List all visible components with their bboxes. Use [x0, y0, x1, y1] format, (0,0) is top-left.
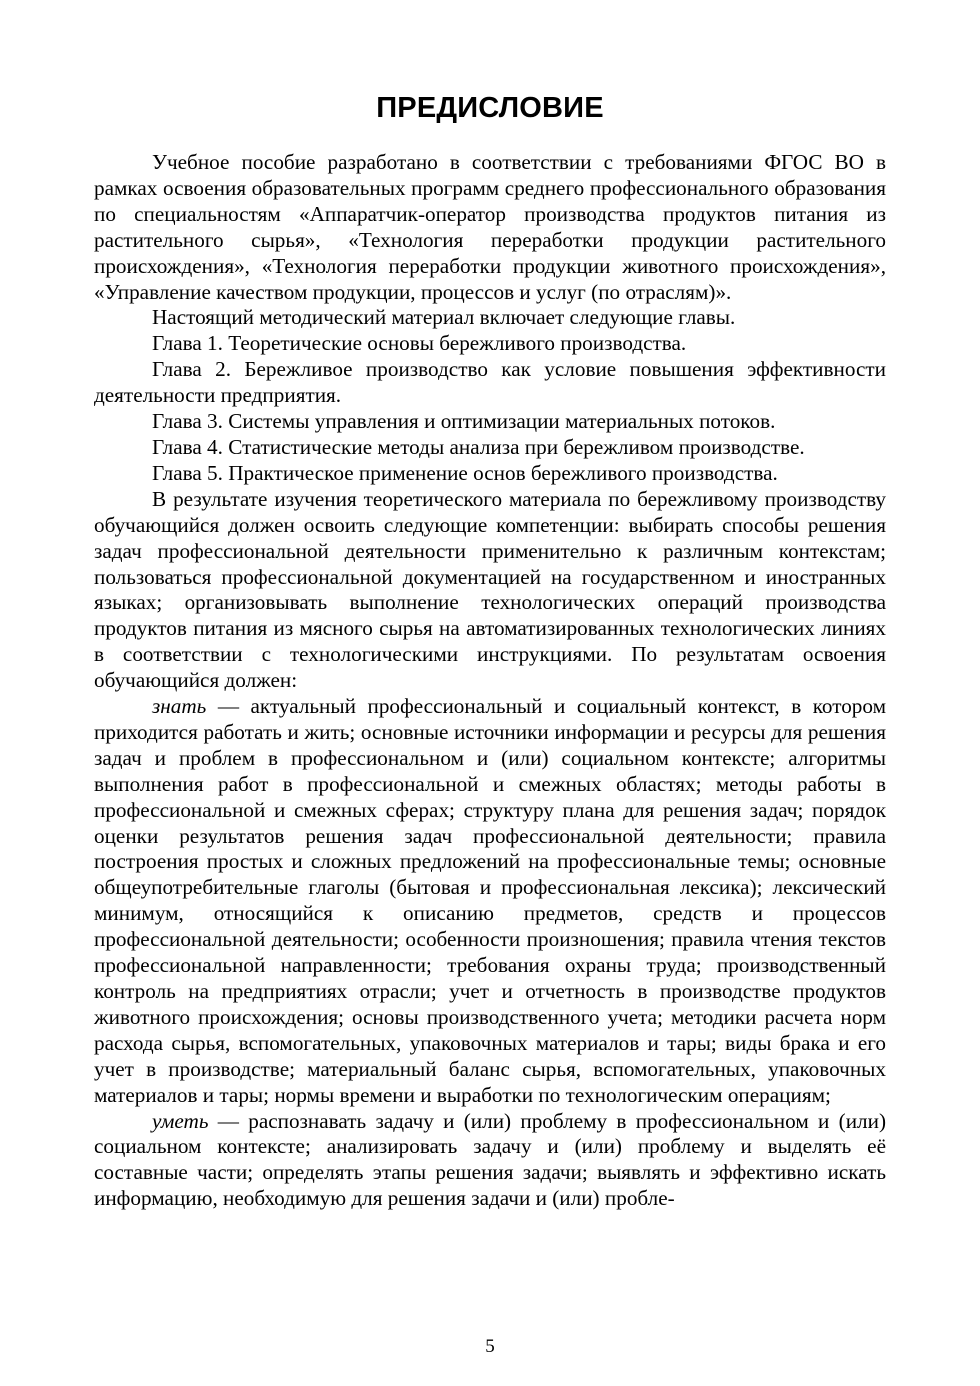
term-know: знать: [152, 694, 207, 719]
paragraph-know: [94, 694, 886, 1109]
paragraph-chapter-4: Глава 4. Статистические методы анализа при бережливом производстве.: [152, 434, 805, 459]
paragraph-chapter-5: Глава 5. Практическое применение основ бережливого производства.: [152, 460, 778, 485]
paragraph-chapter-3: Глава 3. Системы управления и оптимизации материальных потоков.: [152, 409, 776, 434]
page-number: 5: [485, 1336, 495, 1357]
term-can: уметь: [152, 1108, 209, 1133]
paragraph-chapters-intro: Настоящий методический материал включает следующие главы.: [152, 305, 736, 330]
paragraph-chapter-1: Глава 1. Теоретические основы бережливого производства.: [152, 331, 687, 356]
body-text: [94, 150, 886, 1212]
paragraph-chapter-2: Глава 2. Бережливое производство как условие повышения эффективности деятельности предприятия.: [94, 357, 886, 408]
document-page: [94, 92, 886, 1212]
paragraph-competencies: В результате изучения теоретического материала по бережливому производству обучающийся должен освоить следующие компетенции: выбирать способы решения задач профессиональной деятельности применительно к различным контекстам; пользоваться профессиональной документацией на государственном и иностранных языках; организовывать выполнение технологических операций производства продуктов питания из мясного сырья на автоматизированных технологических линиях в соответствии с технологическими инструкциями. По результатам освоения обучающийся должен:: [94, 486, 886, 693]
can-text: — распознавать задачу и (или) проблему в профессиональном и (или) социальном контексте; анализировать задачу и (или) проблему и выделять её составные части; определять этапы решения задачи; выявлять и эффективно искать информацию, необходимую для решения задачи и (или) пробле-: [94, 1108, 886, 1211]
page-title: ПРЕДИСЛОВИЕ: [376, 92, 604, 124]
know-text: — актуальный профессиональный и социальный контекст, в котором приходится работать и жить; основные источники информации и ресурсы для решения задач и проблем в профессиональном и (или) социальном контексте; алгоритмы выполнения работ в профессиональной и смежных областях; методы работы в профессиональной и смежных сферах; структуру плана для решения задач; порядок оценки результатов решения задач профессиональной деятельности; правила построения простых и сложных предложений на профессиональные темы; основные общеупотребительные глаголы (бытовая и профессиональная лексика); лексический минимум, относящийся к описанию предметов, средств и процессов профессиональной деятельности; особенности произношения; правила чтения текстов профессиональной направленности; требования охраны труда; производственный контроль на предприятиях отрасли; учет и отчетность в производстве продуктов животного происхождения; основы производственного учета; методики расчета норм расхода сырья, вспомогательных, упаковочных материалов и тары; виды брака и его учет в производстве; материальный баланс сырья, вспомогательных, упаковочных материалов и тары; нормы времени и выработки по технологическим операциям;: [94, 694, 886, 1107]
paragraph-can: [94, 1109, 886, 1213]
paragraph-intro: Учебное пособие разработано в соответствии с требованиями ФГОС ВО в рамках освоения образовательных программ среднего профессионального образования по специальностям «Аппаратчик-оператор производства продуктов питания из растительного сырья», «Технология переработки продукции растительного происхождения», «Технология переработки продукции животного происхождения», «Управление качеством продукции, процессов и услуг (по отраслям)».: [94, 150, 886, 304]
